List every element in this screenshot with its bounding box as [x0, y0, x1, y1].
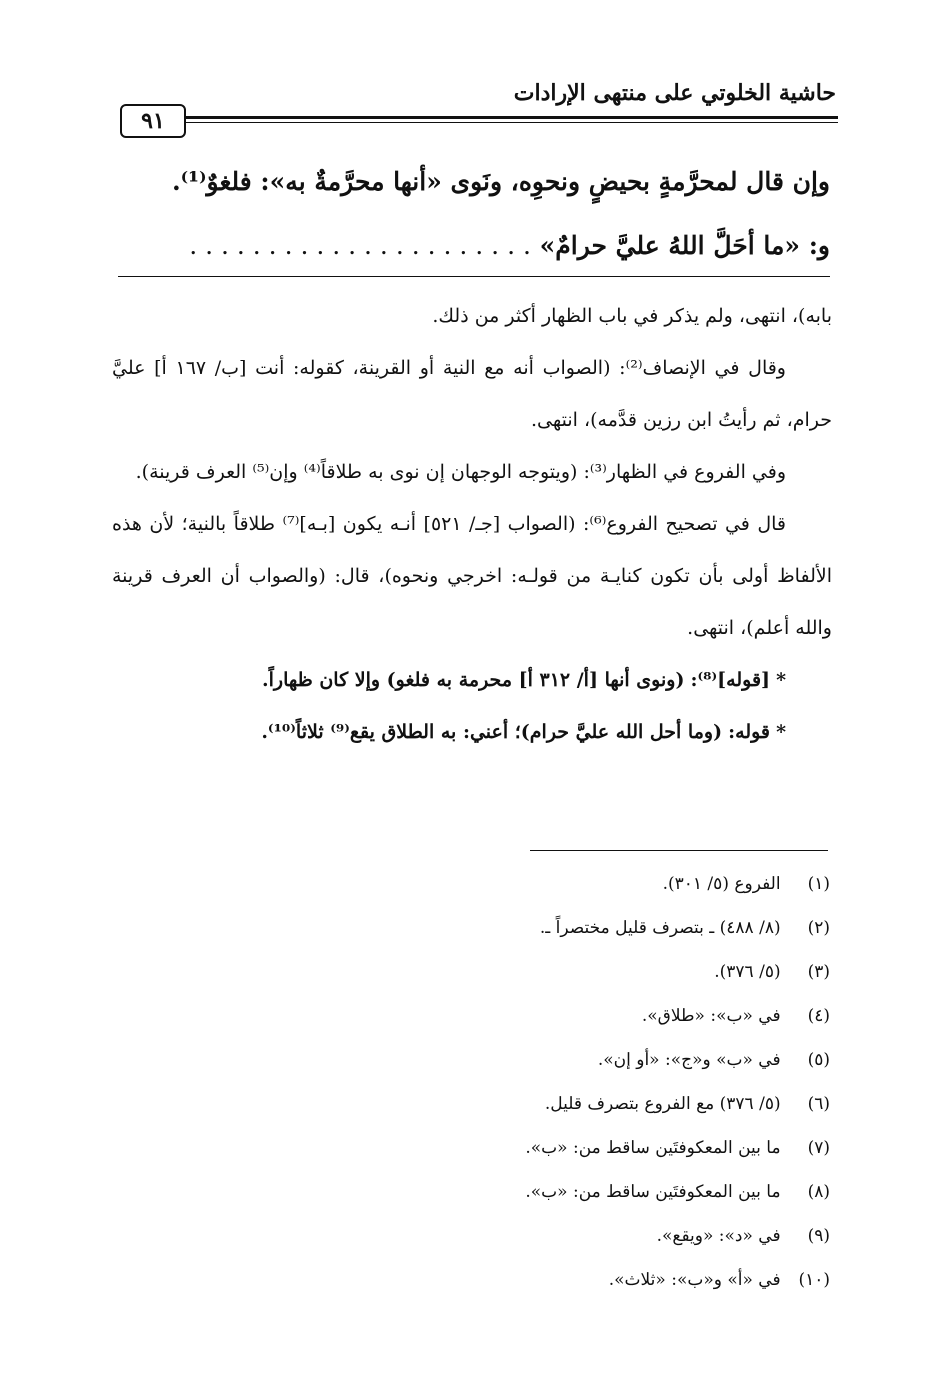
footnote-text: في «ب»: «طلاق». — [641, 1006, 781, 1026]
footnote — [118, 1038, 830, 1082]
commentary — [112, 290, 832, 758]
footnote-text: ما بين المعكوفتَين ساقط من: «ب». — [525, 1138, 781, 1158]
running-title: حاشية الخلوتي على منتهى الإرادات — [513, 80, 836, 106]
matn-text — [118, 150, 830, 278]
quote-text: (ونوى أنها [أ/ ٣١٢ أ] محرمة به فلغو) وإلا كان ظهاراً. — [262, 669, 685, 691]
matn-line-1: وإن قال لمحرَّمةٍ بحيضٍ ونحوِه، ونَوى «أنها محرَّمةٌ به»: فلغوٌ⁽¹⁾. — [171, 167, 830, 196]
footnote — [118, 1214, 830, 1258]
footnote-number: (٨) — [807, 1182, 830, 1202]
matn-line-2 — [118, 214, 830, 278]
matn-separator — [118, 276, 830, 277]
footnote-separator — [530, 850, 828, 851]
commentary-paragraph-2: وقال في الإنصاف⁽²⁾: (الصواب أنه مع النية أو القرينة، كقوله: أنت [ب/ ١٦٧ أ] عليَّ حرام، ثم رأيتُ ابن رزين قدَّمه)، انتهى. — [112, 357, 832, 431]
footnote — [118, 1258, 830, 1302]
footnote-number: (٤) — [807, 1006, 830, 1026]
header-rule — [184, 116, 838, 119]
footnote-number: (٣) — [807, 962, 830, 982]
footnote-text: في «د»: «ويقع». — [656, 1226, 781, 1246]
footnote-text: (٥/ ٣٧٦) مع الفروع بتصرف قليل. — [544, 1094, 781, 1114]
matn-line-2-text: و: «ما أحَلَّ اللهُ عليَّ حرامٌ» — [539, 231, 830, 260]
commentary-quote-2 — [112, 706, 832, 758]
star-marker: * — [776, 721, 786, 743]
footnote-number: (٧) — [807, 1138, 830, 1158]
page-number: ٩١ — [120, 104, 186, 138]
footnote — [118, 1170, 830, 1214]
footnote-number: (١٠) — [798, 1270, 830, 1290]
footnote-text: (٨/ ٤٨٨) ـ بتصرف قليل مختصراً ـ. — [539, 918, 781, 938]
quote-label: [قوله]⁽⁸⁾: — [690, 669, 771, 691]
commentary-paragraph-3: وفي الفروع في الظهار⁽³⁾: (ويتوجه الوجهان إن نوى به طلاقاً⁽⁴⁾ وإن⁽⁵⁾ العرف قرينة). — [135, 461, 786, 483]
footnotes — [118, 862, 830, 1302]
footnote-text: ما بين المعكوفتَين ساقط من: «ب». — [525, 1182, 781, 1202]
commentary-paragraph-1: بابه)، انتهى، ولم يذكر في باب الظهار أكثر من ذلك. — [432, 305, 832, 327]
footnote — [118, 906, 830, 950]
footnote — [118, 862, 830, 906]
footnote-number: (١) — [807, 874, 830, 894]
footnote-text: (٥/ ٣٧٦). — [714, 962, 781, 982]
footnote-text: الفروع (٥/ ٣٠١). — [662, 874, 781, 894]
footnote-number: (٦) — [807, 1094, 830, 1114]
commentary-paragraph-4: قال في تصحيح الفروع⁽⁶⁾: (الصواب [جـ/ ٥٢١] أنـه يكون [بـه]⁽⁷⁾ طلاقاً بالنية؛ لأن هذه الألفاظ أولى بأن تكون كنايـة من قولـه: اخرجي ونحوه)، قال: (والصواب أن العرف قرينة والله أعلم)، انتهى. — [112, 513, 832, 639]
footnote — [118, 1082, 830, 1126]
footnote — [118, 994, 830, 1038]
footnote-text: في «أ» و«ب»: «ثلاث». — [608, 1270, 781, 1290]
footnote-number: (٥) — [807, 1050, 830, 1070]
commentary-quote-1 — [112, 654, 832, 706]
header-rule-thin — [184, 122, 838, 123]
footnote-number: (٢) — [807, 918, 830, 938]
footnote — [118, 950, 830, 994]
footnote — [118, 1126, 830, 1170]
quote-label: قوله: — [728, 721, 771, 743]
matn-dots: . . . . . . . . . . . . . . . . . . . . . . — [189, 231, 531, 260]
footnote-text: في «ب» و«ج»: «أو إن». — [597, 1050, 781, 1070]
star-marker: * — [776, 669, 786, 691]
footnote-number: (٩) — [807, 1226, 830, 1246]
quote-text: (وما أحل الله عليَّ حرام)؛ أعني: به الطلاق يقع⁽⁹⁾ ثلاثاً⁽¹⁰⁾. — [261, 721, 723, 743]
